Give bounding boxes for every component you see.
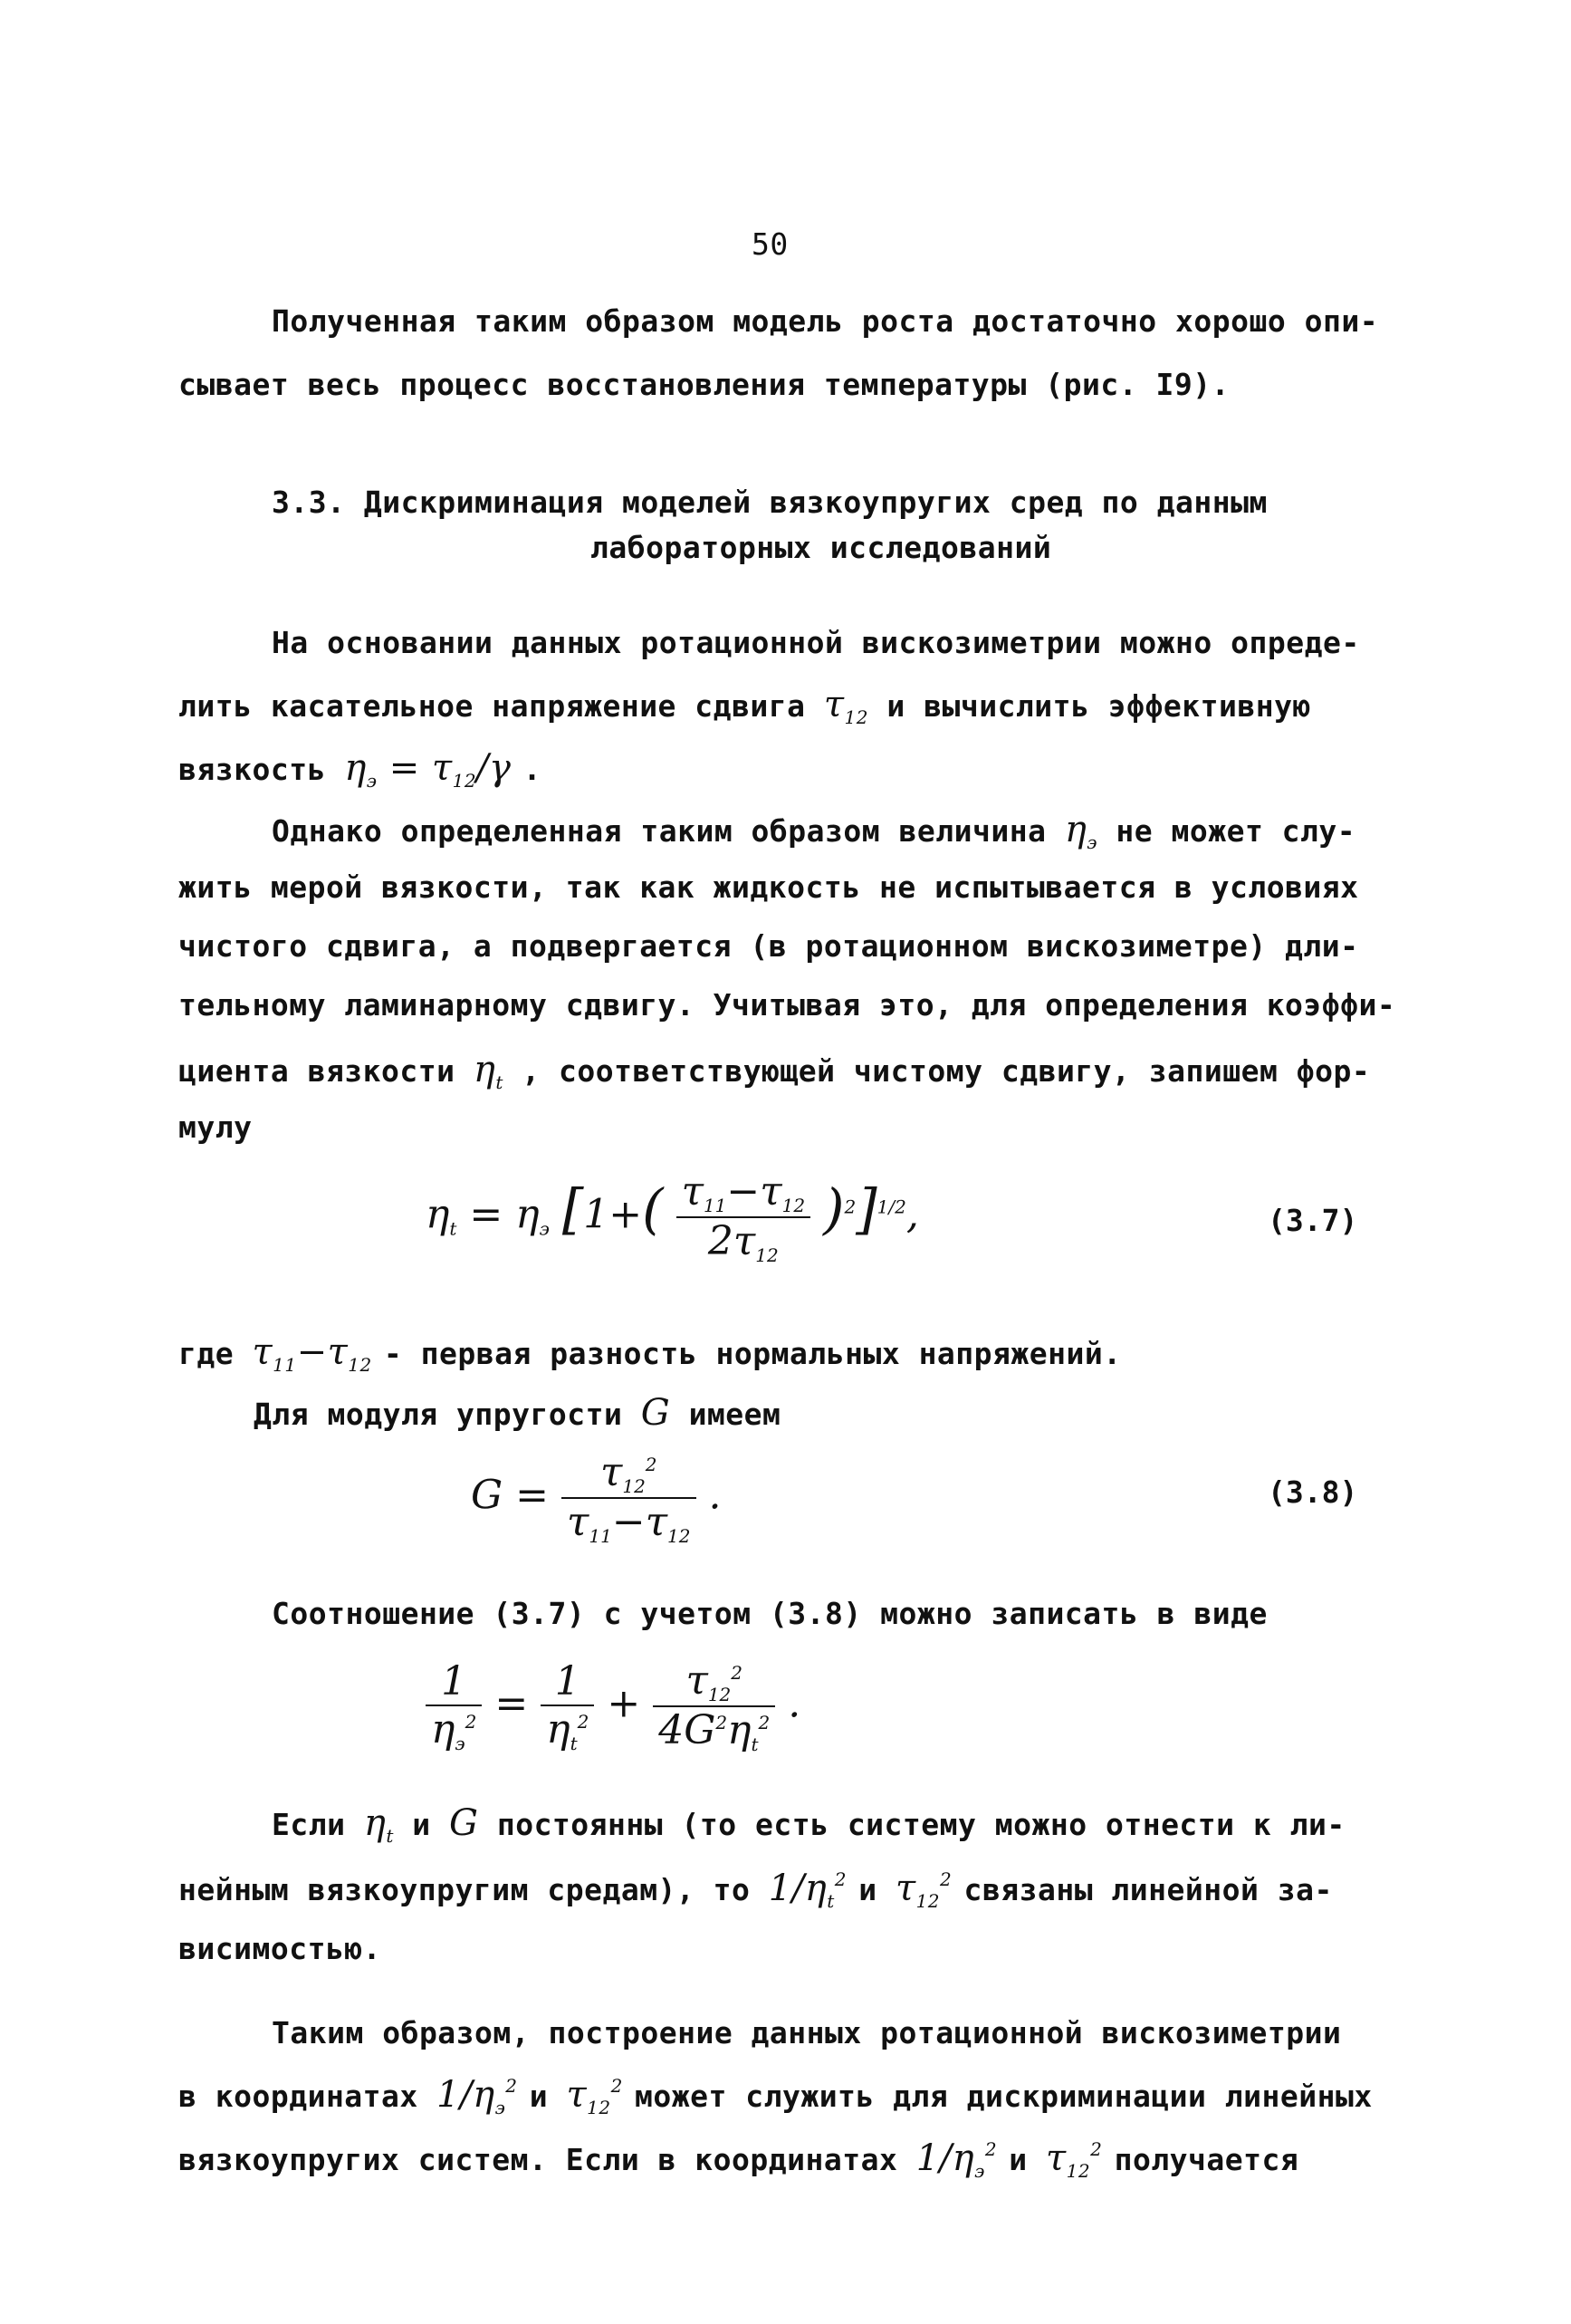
text-line	[178, 684, 1311, 728]
fraction: $\frac{1}{\eta_t^2}$	[541, 1658, 594, 1754]
text-segment: и	[1009, 2142, 1028, 2177]
text-line	[178, 1868, 1333, 1912]
formula-symbol: $\eta_t$	[363, 1802, 394, 1847]
equation-3-7: $\eta_t = \eta_э$ [1+( $\frac{\tau_{11}-\tau_{12}}{2\tau_{12}}$ )$^2$]$^{1/2}$,	[426, 1168, 919, 1266]
text-segment: вязкоупругих систем. Если в координатах	[178, 2142, 898, 2177]
text-segment: получается	[1114, 2142, 1299, 2177]
text-segment: нейным вязкоупругим средам), то	[178, 1872, 751, 1907]
text-segment: лить касательное напряжение сдвига	[178, 688, 806, 724]
formula-symbol: $\eta_t$	[473, 1049, 503, 1093]
text-line	[178, 2074, 1373, 2118]
fraction: $\frac{\tau_{11}-\tau_{12}}{2\tau_{12}}$	[676, 1168, 810, 1266]
page-number: 50	[752, 226, 789, 262]
text-segment: - первая разность нормальных напряжений.	[383, 1336, 1122, 1371]
text-segment: имеем	[688, 1397, 781, 1432]
equation-number: (3.8)	[1268, 1474, 1358, 1510]
formula-inline: $\eta_э = \tau_{12}/\gamma$	[344, 747, 512, 792]
text-line	[178, 1049, 1370, 1093]
section-title: 3.3. Дискриминация моделей вязкоупругих сред по данным	[272, 485, 1268, 520]
formula-inline: $1/\eta_э^2$	[436, 2074, 518, 2118]
formula-symbol: G	[449, 1802, 479, 1844]
text-line	[178, 2137, 1298, 2182]
text-segment: и	[858, 1872, 877, 1907]
text-line: висимостью.	[178, 1931, 382, 1966]
text-line	[272, 809, 1355, 853]
section-title: лабораторных исследований	[590, 530, 1052, 565]
fraction: $\frac{1}{\eta_э^2}$	[426, 1658, 482, 1754]
text-segment: связаны линейной за-	[963, 1872, 1333, 1907]
formula-inline: $1/\eta_э^2$	[915, 2137, 998, 2182]
formula-symbol: G	[640, 1392, 671, 1434]
text-segment: где	[178, 1336, 235, 1371]
formula-inline: $\tau_{12}^2$	[1046, 2137, 1103, 2182]
text-line: Таким образом, построение данных ротационной вискозиметрии	[272, 2015, 1342, 2050]
formula-inline: $\tau_{12}^2$	[566, 2074, 623, 2118]
text-line: жить мерой вязкости, так как жидкость не испытывается в условиях	[178, 869, 1359, 905]
formula-inline: $\tau_{12}^2$	[895, 1868, 953, 1912]
formula-symbol: $\tau_{12}$	[823, 684, 868, 728]
text-line: На основании данных ротационной вискозиметрии можно опреде-	[272, 625, 1360, 660]
text-line: сывает весь процесс восстановления температуры (рис. I9).	[178, 367, 1230, 402]
text-segment: Для модуля упругости	[254, 1397, 623, 1432]
fraction: $\frac{\tau_{12}^2}{\tau_{11}-\tau_{12}}$	[561, 1449, 695, 1547]
text-line: вязкость $\eta_э = \tau_{12}/\gamma$ .	[178, 747, 542, 792]
text-segment: , соответствующей чистому сдвигу, запишем фор-	[522, 1053, 1371, 1089]
text-segment: может служить для дискриминации линейных	[635, 2079, 1373, 2114]
text-segment: и вычислить эффективную	[886, 688, 1311, 724]
text-line: тельному ламинарному сдвигу. Учитывая это, для определения коэффи-	[178, 987, 1396, 1023]
text-line: чистого сдвига, а подвергается (в ротационном вискозиметре) дли-	[178, 928, 1359, 964]
text-segment: и	[412, 1807, 431, 1842]
text-segment: циента вязкости	[178, 1053, 455, 1089]
text-segment: Однако определенная таким образом величина	[272, 813, 1047, 849]
fraction: $\frac{\tau_{12}^2}{4G^2\eta_t^2}$	[653, 1657, 775, 1755]
text-line: Соотношение (3.7) с учетом (3.8) можно записать в виде	[272, 1596, 1268, 1631]
text-segment: вязкость	[178, 752, 326, 787]
text-segment: не может слу-	[1116, 813, 1356, 849]
text-line	[272, 1802, 1346, 1847]
text-segment: Если	[272, 1807, 346, 1842]
text-segment: в координатах	[178, 2079, 418, 2114]
text-line	[178, 1331, 1122, 1376]
text-line: мулу	[178, 1109, 253, 1145]
equation-3-8: G = $\frac{\tau_{12}^2}{\tau_{11}-\tau_{12}}$ .	[471, 1449, 722, 1547]
text-line	[254, 1392, 781, 1434]
formula-inline: $1/\eta_t^2$	[768, 1868, 847, 1912]
formula-symbol: $\eta_э$	[1064, 809, 1097, 853]
formula-inline: $\tau_{11}-\tau_{12}$	[252, 1331, 372, 1376]
text-segment: постоянны (то есть систему можно отнести к ли-	[496, 1807, 1346, 1842]
equation-number: (3.7)	[1268, 1203, 1358, 1238]
text-segment: и	[529, 2079, 549, 2114]
equation-unnumbered: $\frac{1}{\eta_э^2}$ = $\frac{1}{\eta_t^2}$ + $\frac{\tau_{12}^2}{4G^2\eta_t^2}$ .	[426, 1657, 800, 1755]
text-line: Полученная таким образом модель роста достаточно хорошо опи-	[272, 303, 1379, 339]
